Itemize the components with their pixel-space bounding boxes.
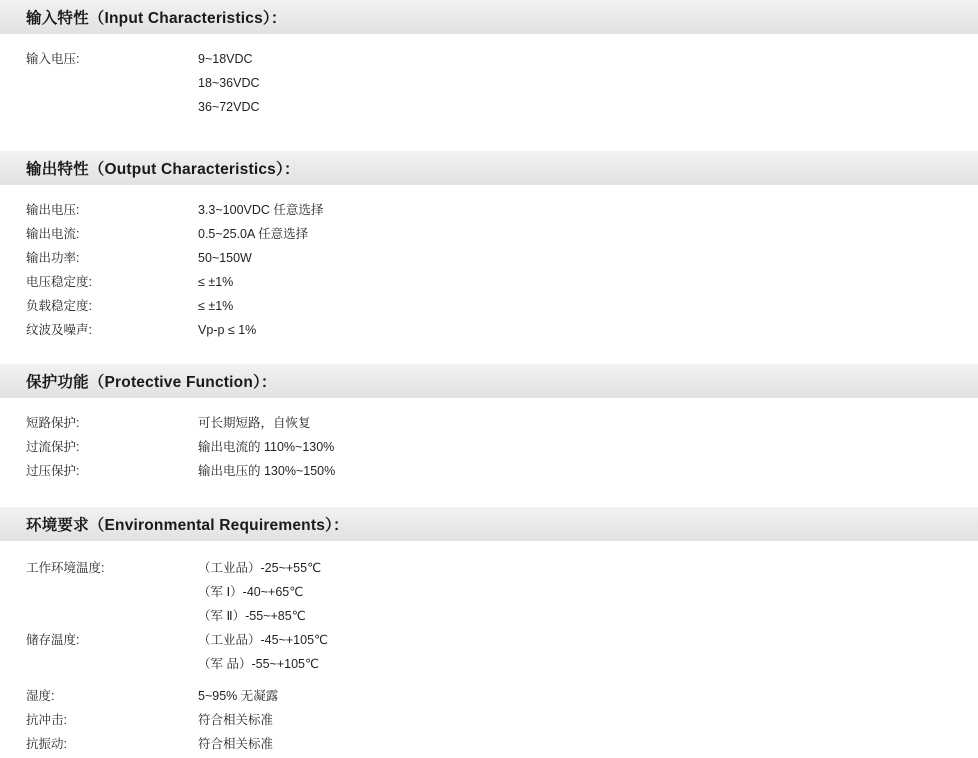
section-title-environmental: 环境要求（Environmental Requirements）： [26,517,349,534]
spec-label: 抗振动: [26,737,67,751]
spec-label: 过流保护: [26,440,80,454]
section-environmental-requirements [0,507,978,756]
spec-values [198,294,978,318]
section-output-characteristics [0,151,978,344]
spec-values [198,222,978,246]
spec-row [0,435,978,459]
section-header-input [0,0,978,34]
spec-label: 工作环境温度: [26,561,105,575]
spec-values [198,246,978,270]
spec-row [0,246,978,270]
section-rows-input [0,34,978,127]
spec-row [0,294,978,318]
spec-label: 输出电压: [26,203,80,217]
spec-value: 可长期短路，自恢复 [198,416,311,430]
spec-row [0,270,978,294]
section-rows-environmental [0,541,978,756]
section-title-input: 输入特性（Input Characteristics）： [26,10,287,27]
spec-value: 输出电流的 110%~130% [198,440,335,454]
section-header-protective [0,364,978,398]
spec-values [198,628,978,676]
spec-value: 符合相关标准 [198,713,274,727]
spec-values [198,732,978,756]
spec-values [198,47,978,119]
spec-row [0,708,978,732]
spec-label: 短路保护: [26,416,80,430]
spec-row [0,556,978,628]
spec-row [0,318,978,342]
spec-values [198,270,978,294]
spec-label: 过压保护: [26,464,80,478]
section-gap [0,344,978,364]
spec-values [198,556,978,628]
spec-label: 电压稳定度: [26,275,92,289]
spec-row [0,411,978,435]
spec-label: 湿度: [26,689,55,703]
section-gap [0,485,978,507]
spec-value: Vp-p ≤ 1% [198,323,257,337]
spec-label: 输出电流: [26,227,80,241]
spec-values [198,708,978,732]
section-header-output [0,151,978,185]
spec-values [198,318,978,342]
section-header-environmental [0,507,978,541]
spec-values [198,435,978,459]
spec-label: 输出功率: [26,251,80,265]
spec-value: 18~36VDC [198,76,260,90]
row-gap [0,676,978,684]
spec-row [0,47,978,119]
section-title-output: 输出特性（Output Characteristics）： [26,161,300,178]
spec-label: 输入电压: [26,52,80,66]
spec-row [0,628,978,676]
spec-values [198,459,978,483]
spec-value: ≤ ±1% [198,299,234,313]
spec-row [0,222,978,246]
spec-value: 符合相关标准 [198,737,274,751]
spec-row [0,198,978,222]
spec-values [198,198,978,222]
spec-value: （军 品）-55~+105℃ [198,657,320,671]
spec-values [198,684,978,708]
section-title-protective: 保护功能（Protective Function）： [26,374,277,391]
spec-row [0,684,978,708]
spec-value: 输出电压的 130%~150% [198,464,336,478]
spec-value: （军 Ⅰ）-40~+65℃ [198,585,304,599]
spec-value: 0.5~25.0A 任意选择 [198,227,309,241]
spec-label: 纹波及噪声: [26,323,92,337]
spec-value: 9~18VDC [198,52,253,66]
spec-value: 50~150W [198,251,252,265]
spec-label: 储存温度: [26,633,80,647]
section-protective-function [0,364,978,485]
spec-value: 5~95% 无凝露 [198,689,279,703]
spec-row [0,732,978,756]
section-input-characteristics [0,0,978,127]
spec-value: 3.3~100VDC 任意选择 [198,203,324,217]
section-gap [0,127,978,151]
spec-label: 负载稳定度: [26,299,92,313]
section-rows-output [0,185,978,344]
spec-value: 36~72VDC [198,100,260,114]
spec-value: （工业品）-25~+55℃ [198,561,322,575]
spec-label: 抗冲击: [26,713,67,727]
section-rows-protective [0,398,978,485]
spec-row [0,459,978,483]
spec-values [198,411,978,435]
spec-value: （军 Ⅱ）-55~+85℃ [198,609,306,623]
spec-value: ≤ ±1% [198,275,234,289]
spec-value: （工业品）-45~+105℃ [198,633,329,647]
